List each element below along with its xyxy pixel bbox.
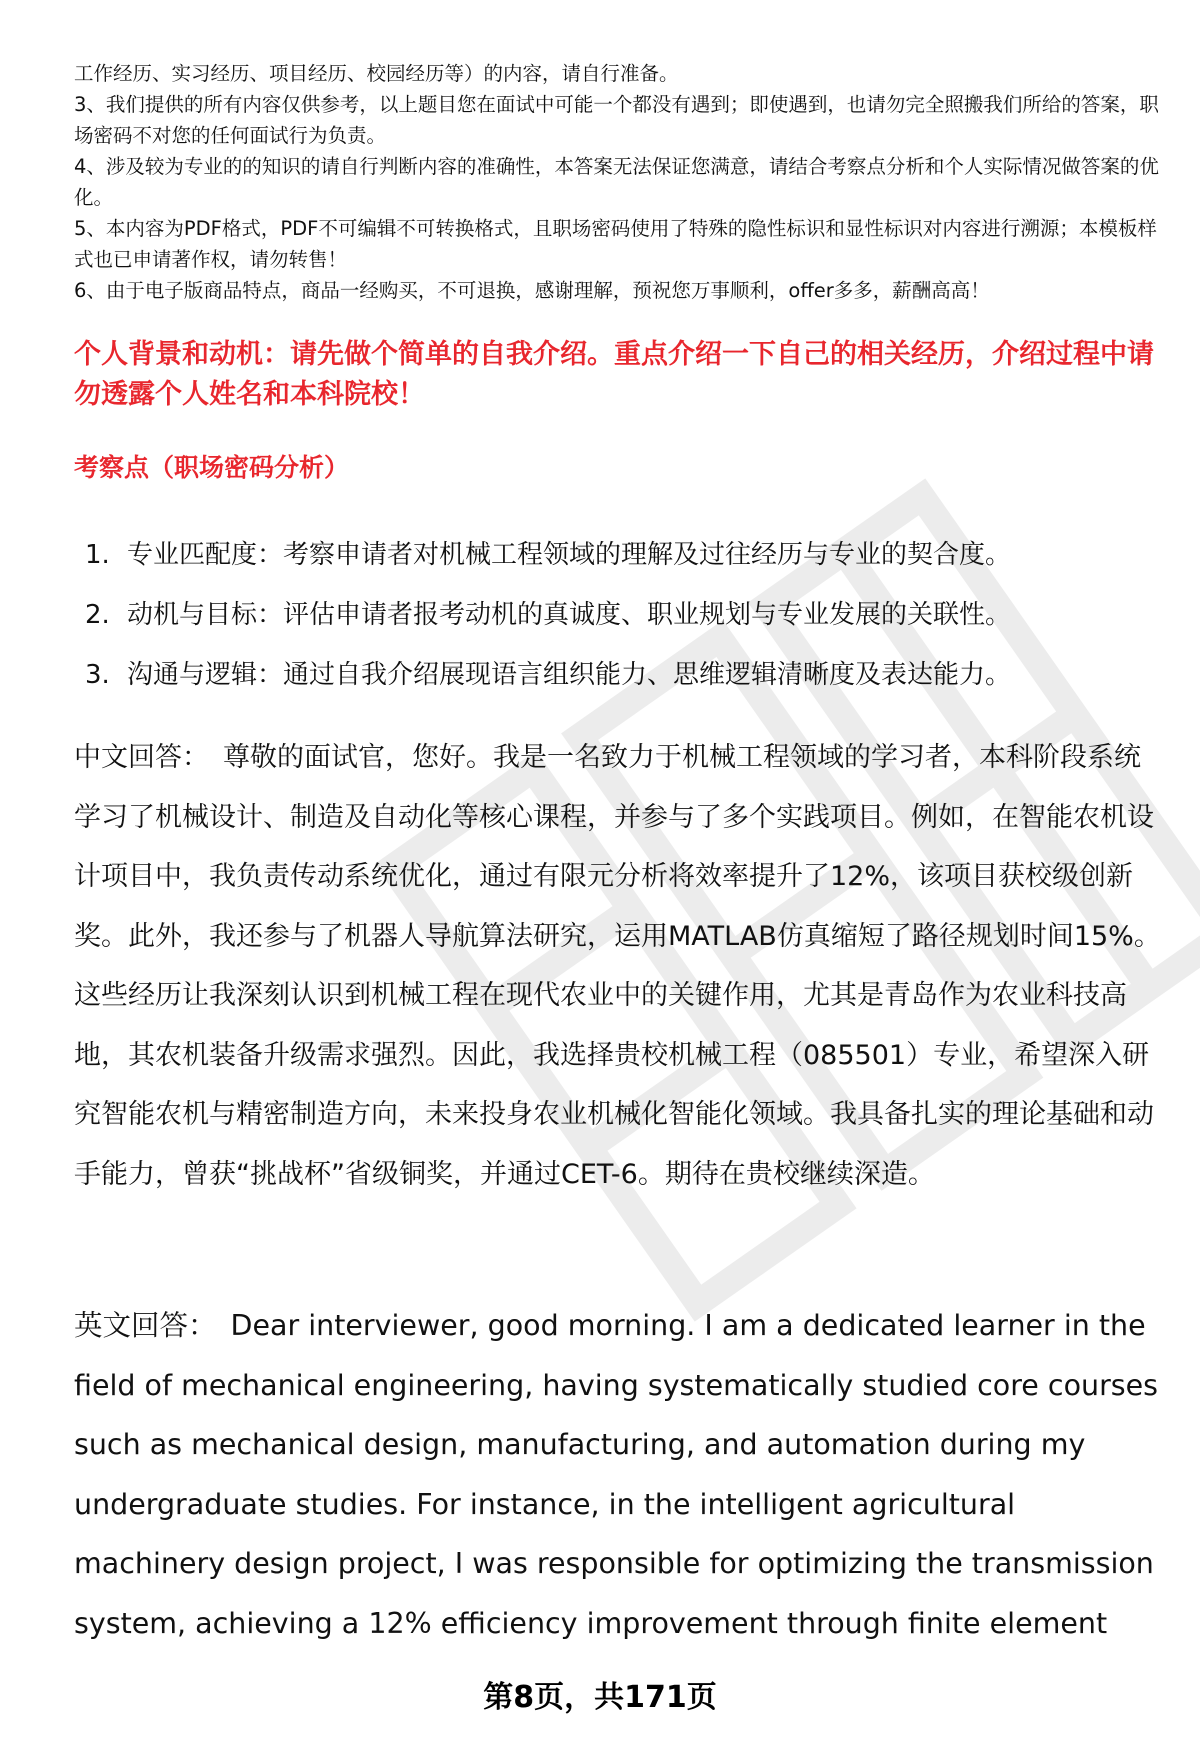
note-line: 4、涉及较为专业的的知识的请自行判断内容的准确性，本答案无法保证您满意，请结合考察点分析和个人实际情况做答案的优化。 xyxy=(74,155,1159,209)
notes-section xyxy=(74,58,1159,306)
english-answer-text: Dear interviewer, good morning. I am a dedicated learner in the field of mechanical engineering, having systematically studied core courses such as mechanical design, manufacturing, and automation during my undergraduate studies. For instance, in the intelligent agricultural machinery design project, I was responsible for optimizing the transmission system, achieving a 12% efficiency improvement through finite element xyxy=(74,1309,1159,1640)
note-line: 3、我们提供的所有内容仅供参考，以上题目您在面试中可能一个都没有遇到；即使遇到，也请勿完全照搬我们所给的答案，职场密码不对您的任何面试行为负责。 xyxy=(74,93,1159,147)
chinese-answer-text: 尊敬的面试官，您好。我是一名致力于机械工程领域的学习者，本科阶段系统学习了机械设计、制造及自动化等核心课程，并参与了多个实践项目。例如，在智能农机设计项目中，我负责传动系统优化，通过有限元分析将效率提升了12%，该项目获校级创新奖。此外，我还参与了机器人导航算法研究，运用MATLAB仿真缩短了路径规划时间15%。这些经历让我深刻认识到机械工程在现代农业中的关键作用，尤其是青岛作为农业科技高地，其农机装备升级需求强烈。因此，我选择贵校机械工程（085501）专业，希望深入研究智能农机与精密制造方向，未来投身农业机械化智能化领域。我具备扎实的理论基础和动手能力，曾获“挑战杯”省级铜奖，并通过CET-6。期待在贵校继续深造。 xyxy=(74,742,1161,1190)
analysis-title: 考察点（职场密码分析） xyxy=(74,453,350,482)
analysis-point xyxy=(85,645,1175,705)
note-line: 工作经历、实习经历、项目经历、校园经历等）的内容，请自行准备。 xyxy=(74,62,679,85)
analysis-points-list xyxy=(85,525,1175,705)
chinese-answer xyxy=(74,728,1164,1204)
point-number: 1. xyxy=(85,540,110,570)
question-heading: 个人背景和动机：请先做个简单的自我介绍。重点介绍一下自己的相关经历，介绍过程中请勿透露个人姓名和本科院校！ xyxy=(74,339,1154,410)
note-line: 5、本内容为PDF格式，PDF不可编辑不可转换格式，且职场密码使用了特殊的隐性标识和显性标识对内容进行溯源；本模板样式也已申请著作权，请勿转售！ xyxy=(74,217,1157,271)
analysis-point xyxy=(85,525,1175,585)
point-number: 2. xyxy=(85,600,110,630)
analysis-point xyxy=(85,585,1175,645)
point-number: 3. xyxy=(85,660,110,690)
point-text: 动机与目标：评估申请者报考动机的真诚度、职业规划与专业发展的关联性。 xyxy=(127,600,1012,630)
english-answer xyxy=(74,1296,1164,1653)
note-line: 6、由于电子版商品特点，商品一经购买，不可退换，感谢理解，预祝您万事顺利，offer多多，薪酬高高！ xyxy=(74,279,990,302)
point-text: 专业匹配度：考察申请者对机械工程领域的理解及过往经历与专业的契合度。 xyxy=(127,540,1012,570)
chinese-answer-label: 中文回答： xyxy=(74,742,209,773)
english-answer-label: 英文回答： xyxy=(74,1309,217,1342)
page-footer: 第8页，共171页 xyxy=(483,1680,717,1715)
point-text: 沟通与逻辑：通过自我介绍展现语言组织能力、思维逻辑清晰度及表达能力。 xyxy=(127,660,1012,690)
